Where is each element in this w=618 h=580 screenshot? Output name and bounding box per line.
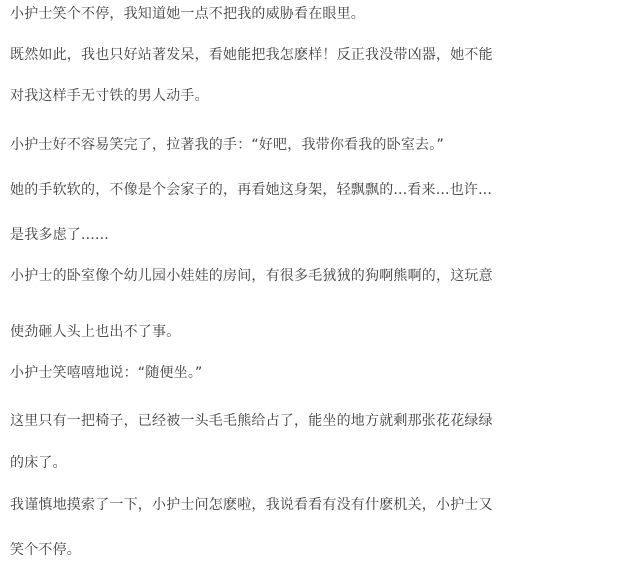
text-line: 小护士笑嘻嘻地说：“随便坐。” bbox=[10, 365, 203, 381]
text-line: 小护士笑个不停，我知道她一点不把我的威胁看在眼里。 bbox=[10, 6, 365, 22]
text-line: 使劲砸人头上也出不了事。 bbox=[10, 324, 181, 340]
text-line: 她的手软软的，不像是个会家子的，再看她这身架，轻飘飘的...看来...也许... bbox=[10, 182, 493, 198]
text-line: 我谨慎地摸索了一下，小护士问怎麽啦，我说看看有没有什麽机关，小护士又 bbox=[10, 497, 493, 513]
text-line: 小护士好不容易笑完了，拉著我的手：“好吧，我带你看我的卧室去。” bbox=[10, 137, 444, 153]
text-line: 对我这样手无寸铁的男人动手。 bbox=[10, 88, 209, 104]
text-line: 小护士的卧室像个幼儿园小娃娃的房间，有很多毛狨狨的狗啊熊啊的，这玩意 bbox=[10, 268, 493, 284]
text-line: 这里只有一把椅子，已经被一头毛毛熊给占了，能坐的地方就剩那张花花绿绿 bbox=[10, 413, 493, 429]
text-line: 既然如此，我也只好站著发呆，看她能把我怎麽样！反正我没带凶器，她不能 bbox=[10, 47, 493, 63]
text-line: 笑个不停。 bbox=[10, 542, 81, 558]
text-line: 是我多虑了...... bbox=[10, 227, 109, 243]
text-line: 的床了。 bbox=[10, 455, 67, 471]
